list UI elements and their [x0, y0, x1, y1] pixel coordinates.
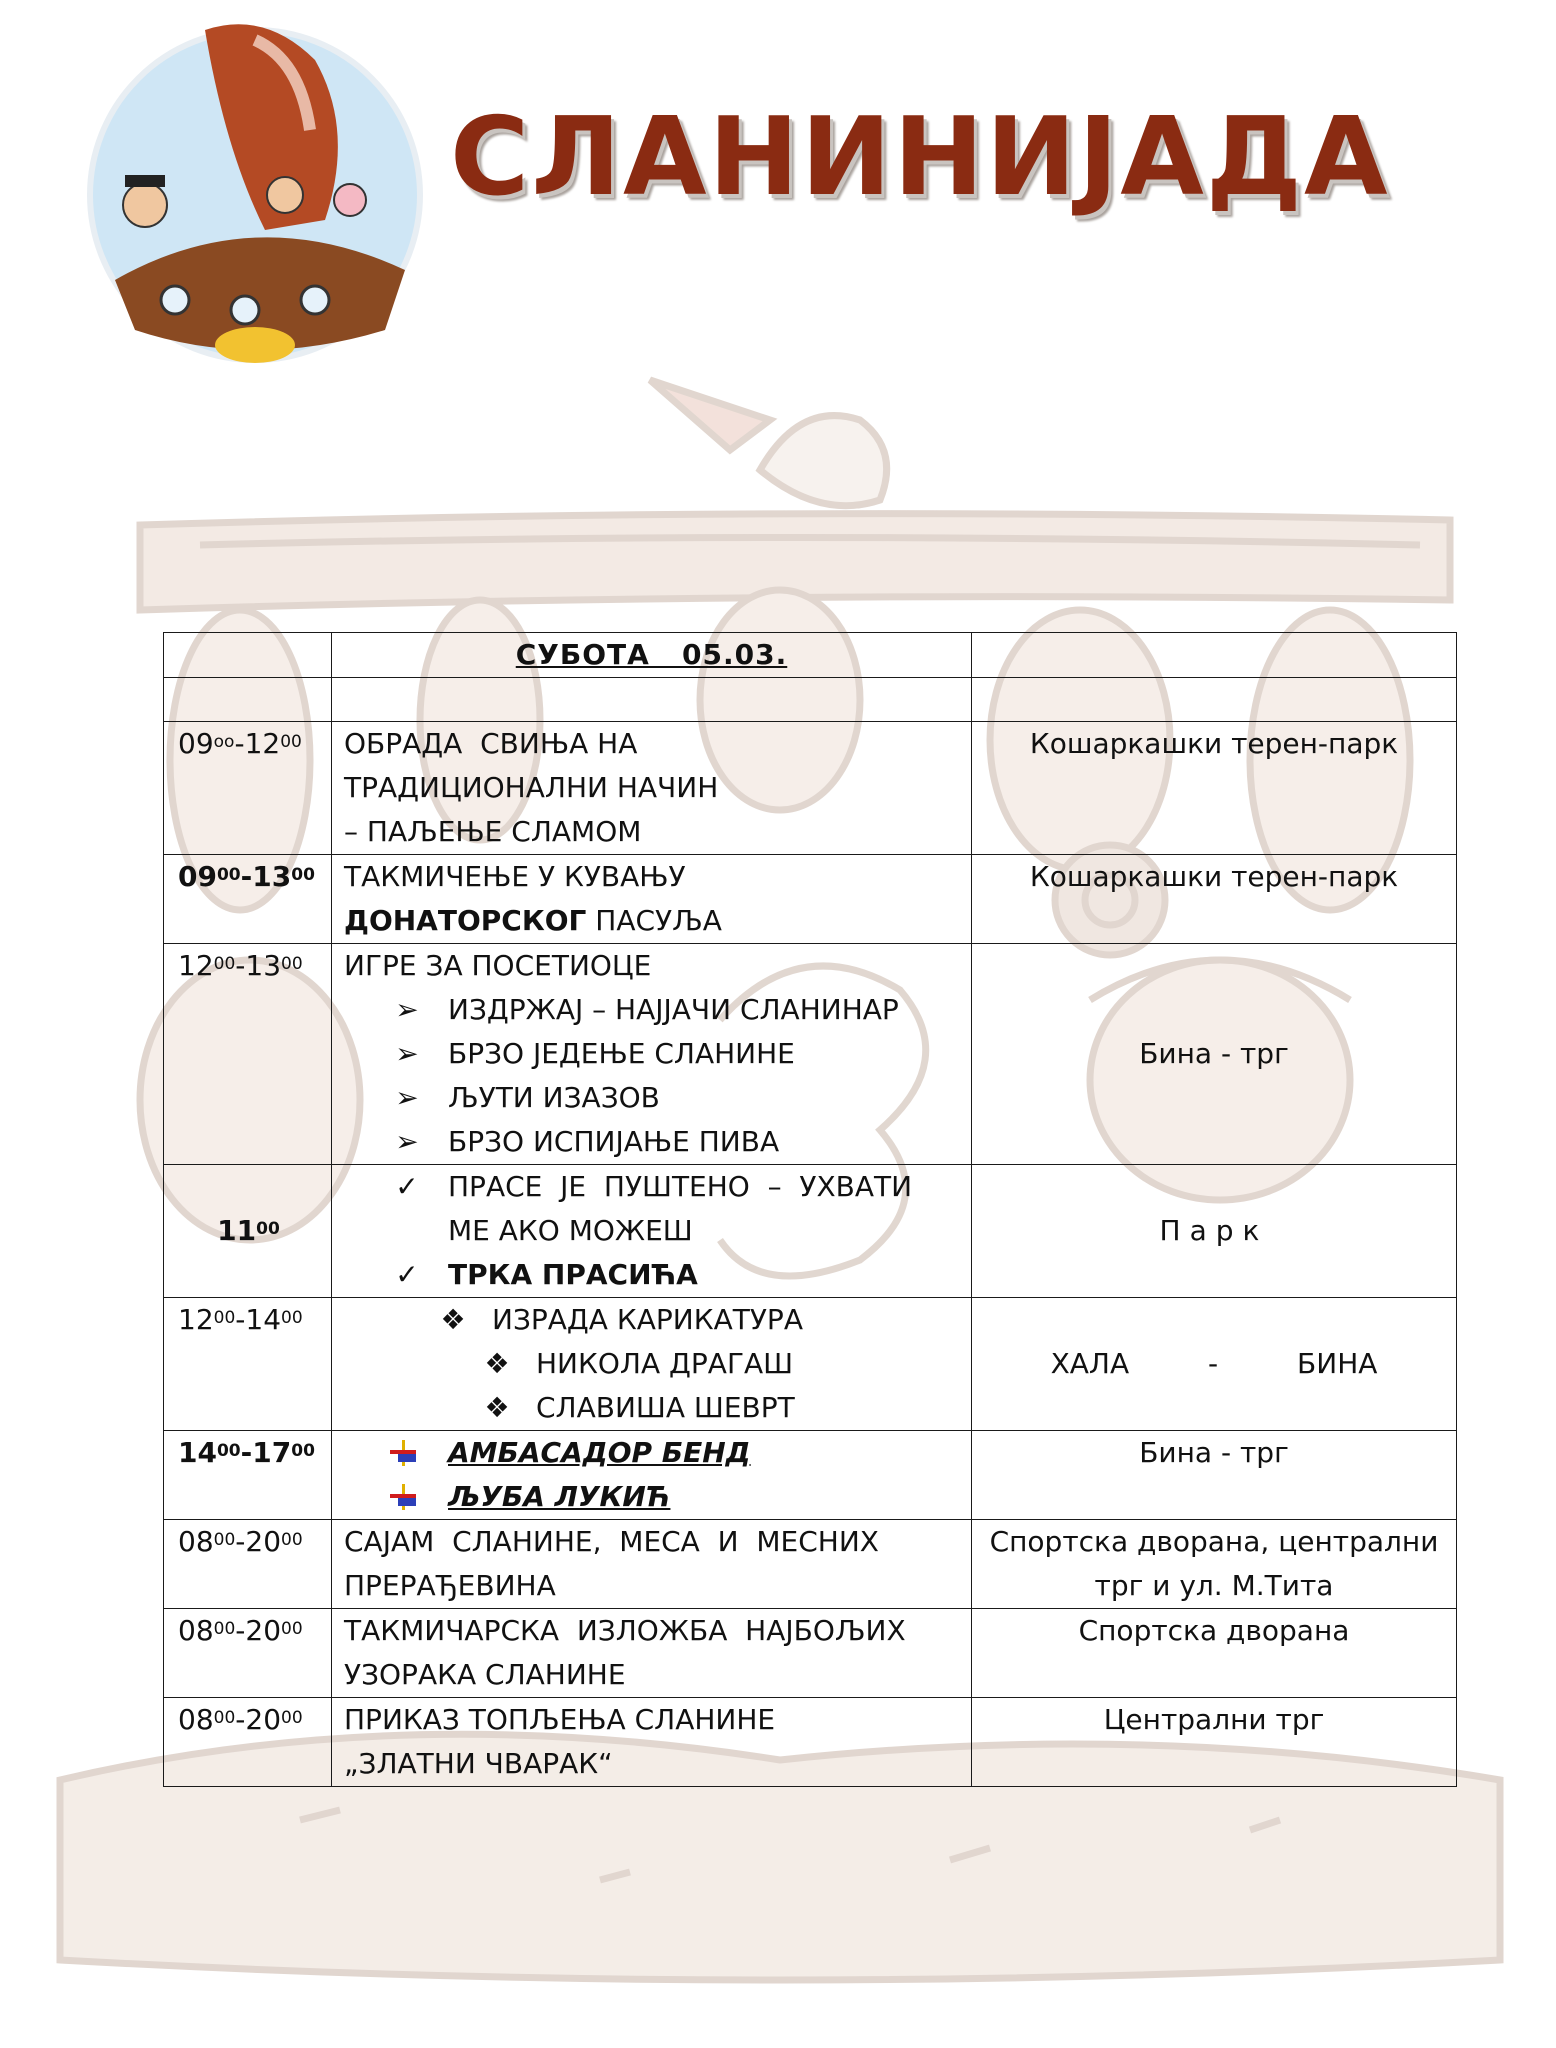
table-row	[164, 1165, 1457, 1298]
list-item: ✓ ТРКА ПРАСИЋА	[344, 1253, 959, 1297]
table-row	[164, 855, 1457, 944]
place-cell	[972, 1520, 1457, 1609]
event-line: ТРАДИЦИОНАЛНИ НАЧИН	[344, 771, 719, 804]
time-cell: $11^{00}$	[164, 1165, 332, 1298]
empty-cell	[332, 678, 972, 722]
time-cell: $14^{00}-17^{00}$	[164, 1431, 332, 1520]
list-item: ✓ ПРАСЕ ЈЕ ПУШТЕНО – УХВАТИ	[344, 1165, 959, 1209]
event-line: ПРЕРАЂЕВИНА	[344, 1569, 556, 1602]
logo-illustration	[85, 0, 425, 370]
schedule-table	[163, 632, 1457, 1787]
place-cell: Спортска дворана	[972, 1609, 1457, 1698]
event-line: УЗОРАКА СЛАНИНЕ	[344, 1658, 626, 1691]
caricature-list	[344, 1298, 959, 1430]
spacer-row	[164, 678, 1457, 722]
event-cell	[332, 1431, 972, 1520]
place-cell: Кошаркашки терен-парк	[972, 722, 1457, 855]
games-list	[344, 988, 959, 1164]
table-row	[164, 1698, 1457, 1787]
time-cell: $09^{00}-13^{00}$	[164, 855, 332, 944]
place-cell: Кошаркашки терен-парк	[972, 855, 1457, 944]
band-list	[344, 1431, 959, 1519]
arrow-bullet-icon: ➢	[395, 1037, 419, 1070]
arrow-bullet-icon: ➢	[395, 993, 419, 1026]
diamond-bullet-icon: ❖	[484, 1391, 510, 1424]
diamond-bullet-icon: ❖	[440, 1303, 466, 1336]
page-title: СЛАНИНИЈАДА	[450, 95, 1390, 220]
event-cell	[332, 1165, 972, 1298]
table-row	[164, 1431, 1457, 1520]
table-header-row	[164, 633, 1457, 678]
time-cell: $09^{оо}-12^{00}$	[164, 722, 332, 855]
time-cell: $08^{00}-20^{00}$	[164, 1520, 332, 1609]
list-item: ЉУБА ЛУКИЋ	[344, 1475, 959, 1519]
pig-list	[344, 1165, 959, 1297]
list-item: ❖ ИЗРАДА КАРИКАТУРА	[344, 1298, 959, 1342]
event-cell	[332, 1609, 972, 1698]
flag-bullet-icon	[390, 1440, 416, 1466]
empty-cell	[972, 678, 1457, 722]
place-cell: ХАЛА - БИНА	[972, 1298, 1457, 1431]
event-cell	[332, 855, 972, 944]
list-item: МЕ АКО МОЖЕШ	[448, 1214, 693, 1247]
time-cell: $12^{00}-14^{00}$	[164, 1298, 332, 1431]
table-row	[164, 722, 1457, 855]
arrow-bullet-icon: ➢	[395, 1081, 419, 1114]
event-cell	[332, 722, 972, 855]
empty-cell	[164, 678, 332, 722]
header-empty-cell	[164, 633, 332, 678]
place-cell: Парк	[972, 1165, 1457, 1298]
table-row	[164, 1298, 1457, 1431]
time-cell: $08^{00}-20^{00}$	[164, 1609, 332, 1698]
event-line: ОБРАДА СВИЊА НА	[344, 727, 638, 760]
list-item: ➢ ИЗДРЖАЈ – НАЈЈАЧИ СЛАНИНАР	[344, 988, 959, 1032]
time-cell: $08^{00}-20^{00}$	[164, 1698, 332, 1787]
event-cell	[332, 1520, 972, 1609]
check-bullet-icon: ✓	[395, 1258, 419, 1291]
list-item: ❖ СЛАВИША ШЕВРТ	[344, 1386, 959, 1430]
table-row	[164, 1609, 1457, 1698]
event-cell	[332, 944, 972, 1165]
check-bullet-icon: ✓	[395, 1170, 419, 1203]
list-item: ❖ НИКОЛА ДРАГАШ	[344, 1342, 959, 1386]
event-heading: ИГРЕ ЗА ПОСЕТИОЦЕ	[344, 949, 652, 982]
list-item: ➢ БРЗО ИСПИЈАЊЕ ПИВА	[344, 1120, 959, 1164]
place-line: трг и ул. М.Тита	[1094, 1569, 1334, 1602]
table-row	[164, 944, 1457, 1165]
event-cell	[332, 1298, 972, 1431]
event-line: ПРИКАЗ ТОПЉЕЊА СЛАНИНЕ	[344, 1703, 776, 1736]
place-cell: Бина - трг	[972, 1431, 1457, 1520]
header-empty-cell	[972, 633, 1457, 678]
donor-text: ДОНАТОРСКОГ	[344, 904, 587, 937]
event-line: – ПАЉЕЊЕ СЛАМОМ	[344, 815, 642, 848]
place-line: Спортска дворана, централни	[989, 1525, 1439, 1558]
arrow-bullet-icon: ➢	[395, 1125, 419, 1158]
event-cell	[332, 1698, 972, 1787]
place-cell: Бина - трг	[972, 944, 1457, 1165]
event-line	[344, 899, 959, 943]
list-item: ➢ БРЗО ЈЕДЕЊЕ СЛАНИНЕ	[344, 1032, 959, 1076]
flag-bullet-icon	[390, 1484, 416, 1510]
day-header: СУБОТА 05.03.	[332, 633, 972, 678]
event-line: САЈАМ СЛАНИНЕ, МЕСА И МЕСНИХ	[344, 1525, 879, 1558]
list-item: ➢ ЉУТИ ИЗАЗОВ	[344, 1076, 959, 1120]
table-row	[164, 1520, 1457, 1609]
time-cell: $12^{00}-13^{00}$	[164, 944, 332, 1165]
list-item: АМБАСАДОР БЕНД	[344, 1431, 959, 1475]
place-cell: Централни трг	[972, 1698, 1457, 1787]
event-text: ПАСУЉА	[586, 904, 722, 937]
event-line: ТАКМИЧЕЊЕ У КУВАЊУ	[344, 860, 686, 893]
event-line: ТАКМИЧАРСКА ИЗЛОЖБА НАЈБОЉИХ	[344, 1614, 906, 1647]
event-line: „ЗЛАТНИ ЧВАРАК“	[344, 1747, 613, 1780]
diamond-bullet-icon: ❖	[484, 1347, 510, 1380]
